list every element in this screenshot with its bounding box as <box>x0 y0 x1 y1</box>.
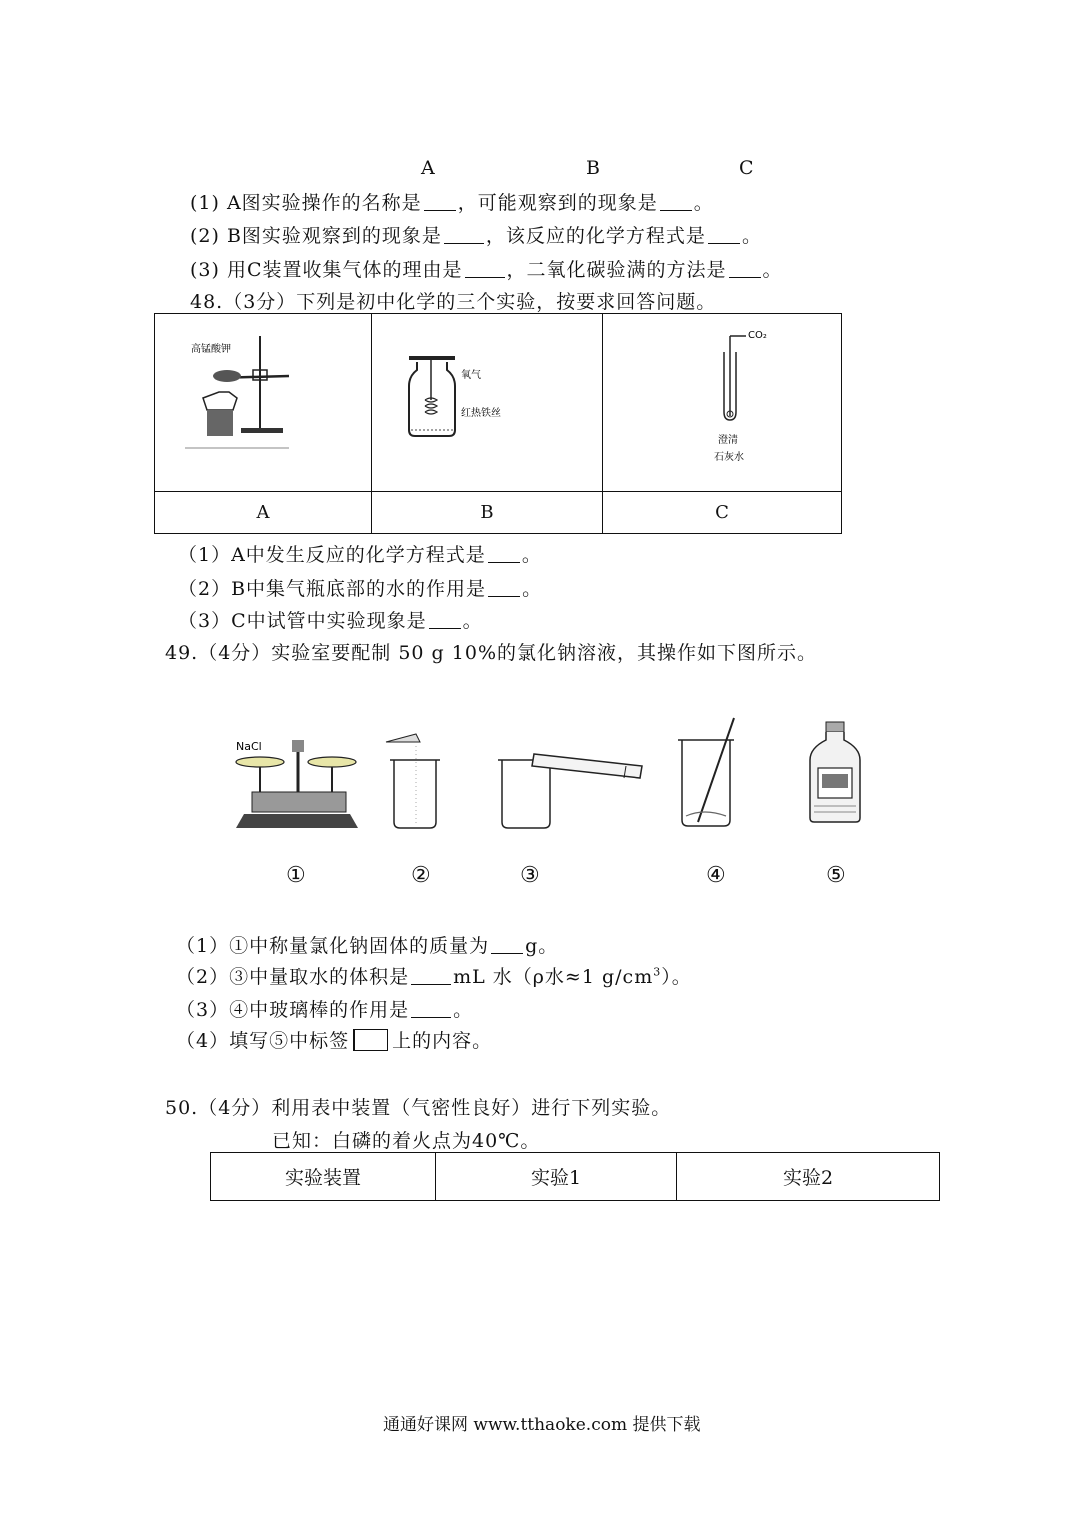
fig-b-label-iron: 红热铁丝 <box>461 408 501 419</box>
q48-figure-b <box>405 330 545 450</box>
step-label-5: ⑤ <box>826 863 846 888</box>
q50-known: 已知：白磷的着火点为40℃。 <box>272 1130 541 1152</box>
q48-col-label-a: A <box>155 492 372 534</box>
step-label-2: ② <box>411 863 431 888</box>
page-footer: 通通好课网 www.tthaoke.com 提供下载 <box>383 1415 701 1435</box>
q50-table <box>210 1152 940 1201</box>
fig-a-label: 高锰酸钾 <box>191 344 231 355</box>
q50-header-device: 实验装置 <box>211 1153 436 1201</box>
q48-figure-a <box>185 330 305 450</box>
step-label-3: ③ <box>520 863 540 888</box>
fig-c-label-clear: 澄清 <box>718 435 738 446</box>
q49-item-2: （2）③中量取水的体积是 mL 水（ρ水≈1 $g/cm^3$）。 <box>176 965 692 988</box>
step-label-4: ④ <box>706 863 726 888</box>
step-label-1: ① <box>286 863 306 888</box>
q48-item-1: （1）A中发生反应的化学方程式是 。 <box>178 544 542 566</box>
label-box <box>353 1029 388 1051</box>
fig-c-label-co2: CO₂ <box>748 330 767 341</box>
q47-item-1: (1) A图实验操作的名称是 ，可能观察到的现象是 。 <box>190 192 714 214</box>
q49-figure-balance <box>232 732 362 832</box>
nacl-label: NaCl <box>236 740 262 753</box>
q48-col-label-b: B <box>372 492 603 534</box>
q50-header-exp1: 实验1 <box>436 1153 677 1201</box>
q50-header-exp2: 实验2 <box>677 1153 940 1201</box>
q49-figure-pour-water <box>496 740 646 830</box>
q49-title: 49.（4分）实验室要配制 50 g 10%的氯化钠溶液，其操作如下图所示。 <box>165 642 817 664</box>
q49-item-4: （4）填写⑤中标签 上的内容。 <box>176 1030 493 1052</box>
q49-item-1: （1）①中称量氯化钠固体的质量为 g。 <box>176 935 559 957</box>
q48-item-3: （3）C中试管中实验现象是 。 <box>178 610 483 632</box>
q47-item-2: (2) B图实验观察到的现象是 ，该反应的化学方程式是 。 <box>190 225 762 247</box>
top-label-b: B <box>586 157 600 179</box>
q48-figure-c <box>710 328 780 468</box>
top-label-c: C <box>739 157 754 179</box>
q48-item-2: （2）B中集气瓶底部的水的作用是 。 <box>178 578 543 600</box>
q48-col-label-c: C <box>603 492 842 534</box>
fig-c-label-limewater: 石灰水 <box>714 452 744 463</box>
q50-title: 50.（4分）利用表中装置（气密性良好）进行下列实验。 <box>165 1097 672 1119</box>
q49-figure-stir <box>674 716 754 830</box>
top-label-a: A <box>421 157 435 179</box>
q47-item-3: (3) 用C装置收集气体的理由是 ，二氧化碳验满的方法是 。 <box>190 259 783 281</box>
q49-figure-beaker-solid <box>380 732 450 832</box>
q48-title: 48.（3分）下列是初中化学的三个实验，按要求回答问题。 <box>190 291 717 313</box>
fig-b-label-oxygen: 氧气 <box>461 370 481 381</box>
q49-figure-bottle <box>806 718 866 828</box>
q49-item-3: （3）④中玻璃棒的作用是 。 <box>176 999 474 1021</box>
